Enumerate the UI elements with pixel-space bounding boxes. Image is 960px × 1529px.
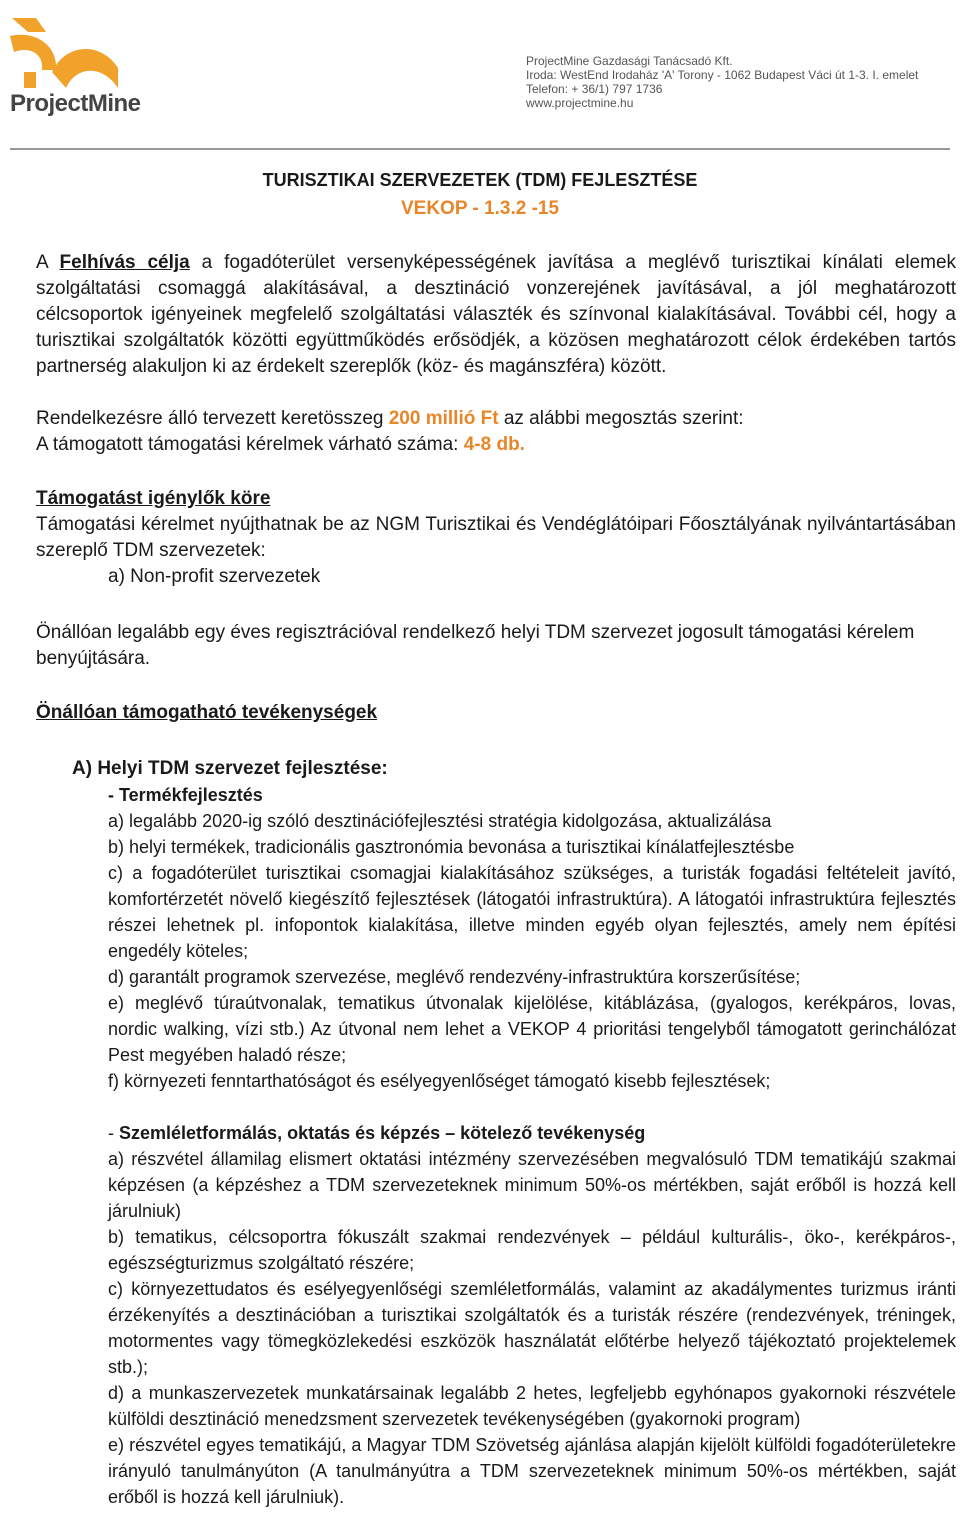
eligible-text: Támogatási kérelmet nyújthatnak be az NGM Turisztikai és Vendéglátóipari Főosztályának nyilvántartásában szereplő TDM szervezetek: [36,514,956,561]
training-heading [108,1120,956,1146]
document-title: TURISZTIKAI SZERVEZETEK (TDM) FEJLESZTÉSE [262,170,698,190]
budget-line [36,406,956,432]
training-item: a) részvétel államilag elismert oktatási intézmény szervezésében megvalósuló TDM tematikájú szakmai képzésen (a képzéshez a TDM szervezeteknek minimum 50%-os mértékben, saját erőből is hozzá kell járulniuk) [108,1149,956,1221]
intro-term: Felhívás célja [59,252,190,273]
product-item: f) környezeti fenntarthatóságot és esélyegyenlőséget támogató kisebb fejlesztések; [108,1071,771,1091]
product-development-list [36,782,956,1510]
intro-lead: A [36,252,60,273]
section-a-heading: A) Helyi TDM szervezet fejlesztése: [72,758,388,779]
budget-amount: 200 millió Ft [388,408,499,429]
count-pre: A támogatott támogatási kérelmek várható száma: [36,434,464,455]
product-item: d) garantált programok szervezése, meglévő rendezvény-infrastruktúra korszerűsítése; [108,967,801,987]
intro-text: a fogadóterület versenyképességének javítása a meglévő turisztikai kínálati elemek szolgáltatási csomaggá alakításával, a desztináció vonzerejének javításával, a jól meghatározott célcsoportok igényeinek megfelelő szolgáltatási választék és színvonal kialakításával. További cél, hogy a turisztikai szolgáltatók közötti együttműködés erősödjék, a közösen meghatározott célok érdekében tartós partnerség alakuljon ki az érdekelt szereplők (köz- és magánszféra) között. [36,252,957,377]
intro-paragraph [36,250,956,380]
budget-post: az alábbi megosztás szerint: [498,408,744,429]
training-heading-text: Szemléletformálás, oktatás és képzés – kötelező tevékenység [119,1123,646,1143]
count-line [36,432,956,458]
training-dash: - [108,1123,119,1143]
product-item: a) legalább 2020-ig szóló desztinációfejlesztési stratégia kidolgozása, aktualizálása [108,811,772,831]
training-item: c) környezettudatos és esélyegyenlőségi szemléletformálás, valamint az akadálymentes turizmus iránti érzékenyítés a desztinációban a turisztikai szolgáltatók és a turisták részére (rendezvények, tréningek, motormentes vagy tömegközlekedési eszközök használatát előtérbe helyező tájékoztató projektelemek stb.); [108,1279,956,1377]
document-code: VEKOP - 1.3.2 -15 [400,198,560,219]
letterhead [0,0,960,152]
company-info [526,54,946,110]
eligible-note: Önállóan legalább egy éves regisztrációval rendelkező helyi TDM szervezet jogosult támogatási kérelem benyújtására. [36,622,915,669]
document-body [36,250,956,1510]
logo-text: ProjectMine [10,90,141,117]
training-item: d) a munkaszervezetek munkatársainak legalább 2 hetes, legfeljebb egyhónapos gyakornoki részvétele külföldi desztináció menedzsment szervezetek tevékenységében (gyakornoki program) [108,1383,956,1429]
activities-heading: Önállóan támogatható tevékenységek [36,702,378,723]
training-item: b) tematikus, célcsoportra fókuszált szakmai rendezvények – például kulturális-, öko-, kerékpáros-, egészségturizmus szolgáltató részére; [108,1227,956,1273]
header-rule [10,148,950,150]
eligible-heading: Támogatást igénylők köre [36,488,271,509]
company-name: ProjectMine Gazdasági Tanácsadó Kft. [526,54,733,68]
eligible-item: a) Non-profit szervezetek [108,566,321,587]
training-item: e) részvétel egyes tematikájú, a Magyar TDM Szövetség ajánlása alapján kijelölt külföldi fogadóterületekre irányuló tanulmányúton (A tanulmányútra a TDM szervezeteknek minimum 50%-os mértékben, saját erőből is hozzá kell járulniuk). [108,1435,956,1507]
company-website[interactable]: www.projectmine.hu [526,96,634,110]
product-item: b) helyi termékek, tradicionális gasztronómia bevonása a turisztikai kínálatfejlesztésbe [108,837,795,857]
budget-pre: Rendelkezésre álló tervezett keretösszeg [36,408,389,429]
count-value: 4-8 db. [463,434,525,455]
product-item: c) a fogadóterület turisztikai csomagjai kialakításához szükséges, a turisták fogadási feltételeit javító, komfortérzetét növelő kiegészítő fejlesztések (látogatói infrastruktúra). A látogatói infrastruktúra fejlesztés részei lehetnek pl. infopontok kialakítása, illetve minden egyéb olyan fejlesztés, amely nem építési engedély köteles; [108,863,956,961]
company-phone: Telefon: + 36/1) 797 1736 [526,82,663,96]
product-item: e) meglévő túraútvonalak, tematikus útvonalak kijelölése, kitáblázása, (gyalogos, kerékpáros, lovas, nordic walking, vízi stb.) Az útvonal nem lehet a VEKOP 4 prioritási tengelyből támogatott gerinchálózat Pest megyében haladó része; [108,993,956,1065]
product-heading: - Termékfejlesztés [108,785,263,805]
company-address: Iroda: WestEnd Irodaház 'A' Torony - 1062 Budapest Váci út 1-3. I. emelet [526,68,919,82]
